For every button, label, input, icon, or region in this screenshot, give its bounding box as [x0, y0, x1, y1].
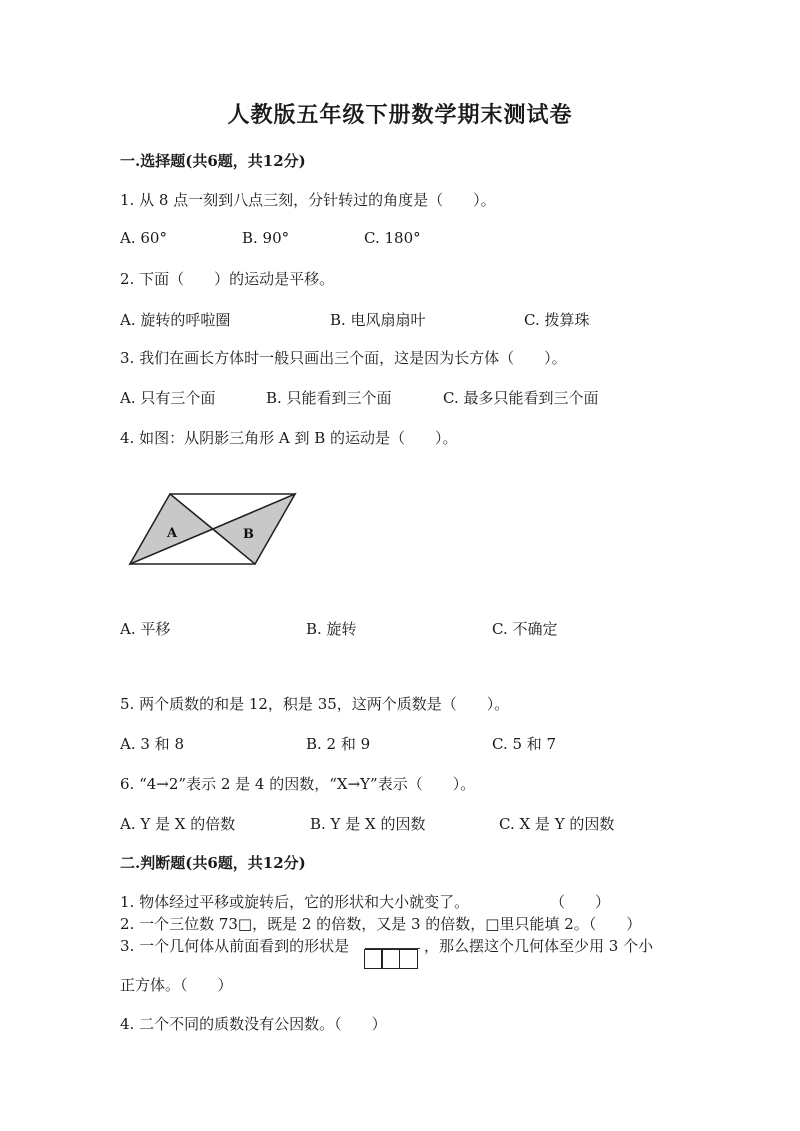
judgement-3-part-b: ，那么摆这个几何体至少用 3 个小 — [424, 937, 654, 955]
parallelogram-figure — [125, 488, 305, 572]
option-a: A. 3 和 8 — [120, 735, 184, 753]
option-a: A. 平移 — [120, 620, 171, 638]
question-1: 1. 从 8 点一刻到八点三刻，分针转过的角度是（ ）。 — [120, 191, 496, 209]
judgement-3-part-a: 3. 一个几何体从前面看到的形状是 — [120, 937, 350, 955]
section-heading-choice: 一.选择题(共6题，共12分) — [120, 152, 306, 170]
section-heading-judgement: 二.判断题(共6题，共12分) — [120, 854, 306, 872]
square-cell — [399, 949, 418, 969]
judgement-4: 4. 二个不同的质数没有公因数。（ ） — [120, 1015, 387, 1033]
option-a: A. Y 是 X 的倍数 — [120, 815, 236, 833]
option-c: C. 最多只能看到三个面 — [443, 389, 599, 407]
square-cell — [364, 949, 383, 969]
question-2: 2. 下面（ ）的运动是平移。 — [120, 270, 335, 288]
question-5: 5. 两个质数的和是 12，积是 35，这两个质数是（ ）。 — [120, 695, 510, 713]
option-b: B. 只能看到三个面 — [266, 389, 392, 407]
option-c: C. X 是 Y 的因数 — [499, 815, 615, 833]
option-c: C. 拨算珠 — [524, 311, 590, 329]
option-a: A. 60° — [120, 229, 167, 247]
page-title: 人教版五年级下册数学期末测试卷 — [227, 102, 573, 128]
question-4: 4. 如图：从阴影三角形 A 到 B 的运动是（ ）。 — [120, 429, 458, 447]
option-b: B. 电风扇扇叶 — [330, 311, 426, 329]
square-cell — [381, 949, 400, 969]
label-a: A — [167, 526, 178, 541]
judgement-2: 2. 一个三位数 73□，既是 2 的倍数，又是 3 的倍数，□里只能填 2。（ ） — [120, 915, 642, 933]
three-squares-shape — [365, 949, 418, 969]
option-c: C. 180° — [364, 229, 421, 247]
question-6: 6. “4→2”表示 2 是 4 的因数，“X→Y”表示（ ）。 — [120, 775, 476, 793]
option-b: B. 旋转 — [306, 620, 357, 638]
label-b: B — [243, 527, 254, 542]
option-b: B. Y 是 X 的因数 — [310, 815, 426, 833]
option-b: B. 2 和 9 — [306, 735, 371, 753]
judgement-1-blank: （ ） — [550, 893, 611, 911]
option-a: A. 只有三个面 — [120, 389, 216, 407]
option-b: B. 90° — [242, 229, 290, 247]
judgement-3-part-c: 正方体。（ ） — [120, 976, 233, 994]
option-c: C. 不确定 — [492, 620, 558, 638]
judgement-1: 1. 物体经过平移或旋转后，它的形状和大小就变了。 — [120, 893, 470, 911]
option-a: A. 旋转的呼啦圈 — [120, 311, 231, 329]
question-3: 3. 我们在画长方体时一般只画出三个面，这是因为长方体（ ）。 — [120, 349, 567, 367]
option-c: C. 5 和 7 — [492, 735, 557, 753]
